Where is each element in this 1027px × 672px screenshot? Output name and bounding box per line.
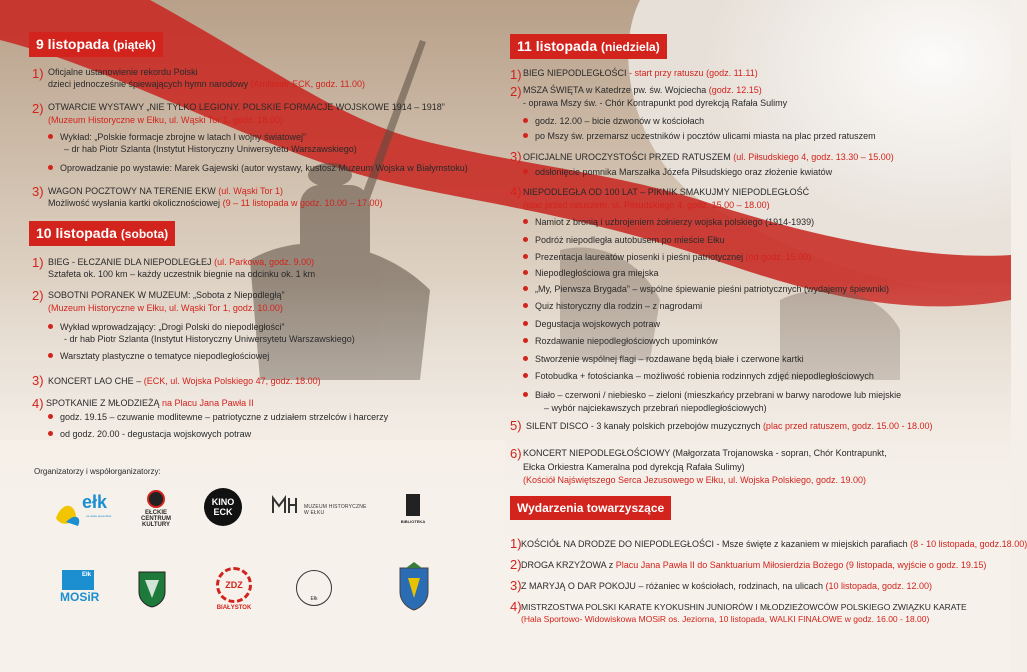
list-item: Biało – czerwoni / niebiesko – zieloni (mieszkańcy przebrani w barwy narodowe lub miejskie [523,389,901,401]
list-item: Rozdawanie niepodległościowych upominków [523,335,718,347]
biblioteka-logo: BIBLIOTEKA [396,486,430,532]
event-picnic-location: (plac przed ratuszem, ul. Piłsudskiego 4, godz. 15.00 – 18.00) [523,200,770,210]
accompanying-events-header: Wydarzenia towarzyszące [510,496,671,520]
list-item: Namiot z bronią i uzbrojeniem żołnierzy wojska polskiego (1914-1939) [523,216,814,228]
organizers-label: Organizatorzy i współorganizatorzy: [34,467,161,476]
item-number: 4) [32,396,44,411]
item-number: 2) [510,84,522,99]
list-item: Wykład wprowadzający: „Drogi Polski do niepodległości” [48,321,285,333]
list-item: Degustacja wojskowych potraw [523,318,660,330]
event-concert-laoche: KONCERT LAO CHE – (ECK, ul. Wojska Polskiego 47, godz. 18.00) [48,376,321,386]
mosir-logo: Ełk MOSiR [60,572,100,604]
item-number: 1) [32,66,44,81]
event-ceremony-title: OFICJALNE UROCZYSTOŚCI PRZED RATUSZEM (ul. Piłsudskiego 4, godz. 13.30 – 15.00) [523,152,894,162]
item-number: 3) [510,149,522,164]
kino-eck-logo: KINO ECK [204,488,242,526]
event-concert-title: KONCERT NIEPODLEGŁOŚCIOWY (Małgorzata Trojanowska - sopran, Chór Kontrapunkt, [523,448,887,458]
event-concert-location: (Kościół Najświętszego Serca Jezusowego w Ełku, ul. Wojska Polskiego, godz. 19.00) [523,475,866,485]
item-number: 2) [510,557,522,572]
list-item: Podróż niepodległa autobusem po mieście Ełku [523,234,725,246]
day-header-saturday: 10 listopada (sobota) [29,221,175,246]
list-item-sub: – wybór najciekawszych przebrań niepodległościowych) [544,403,767,413]
event-mass-title: MSZA ŚWIĘTA w Katedrze pw. św. Wojciecha (godz. 12.15) [523,85,762,95]
event-mass-detail: - oprawa Mszy św. - Chór Kontrapunkt pod dyrekcją Rafała Sulimy [523,98,788,108]
list-item: godz. 12.00 – bicie dzwonów w kościołach [523,115,704,127]
list-item: „My, Pierwsza Brygada” – wspólne śpiewanie pieśni patriotycznych (wydajemy śpiewniki) [523,283,889,295]
item-number: 3) [32,373,44,388]
list-item: odsłonięcie pomnika Marszałka Józefa Piłsudskiego oraz złożenie kwiatów [523,166,832,178]
event-way-of-cross: DROGA KRZYŻOWA z Placu Jana Pawła II do Sanktuarium Miłosierdzia Bożego (9 listopada, wyjście o godz. 19.15) [521,560,987,570]
list-item: Wykład: „Polskie formacje zbrojne w latach I wojny światowej” [48,131,306,143]
event-record-line2: dzieci jednocześnie śpiewających hymn narodowy (Amfiteatr ECK, godz. 11.00) [48,79,366,89]
event-record-line1: Oficjalne ustanowienie rekordu Polski [48,67,198,77]
event-church-masses: KOŚCIÓŁ NA DRODZE DO NIEPODLEGŁOŚCI - Msze święte z kazaniem w miejskich parafiach (8 - 10 listopada, godz.18.00) [521,539,1027,549]
event-run-title: BIEG - EŁCZANIE DLA NIEPODLEGŁEJ (ul. Parkowa, godz. 9.00) [48,257,315,267]
list-item-sub: – dr hab Piotr Szlanta (Instytut Historyczny Uniwersytetu Warszawskiego) [64,144,357,154]
item-number: 1) [510,536,522,551]
zdz-bialystok-logo: ZDZ BIAŁYSTOK [210,566,258,612]
list-item: Stworzenie wspólnej flagi – rozdawane będą białe i czerwone kartki [523,353,804,365]
elk-city-logo: ełk na wiele sposobów [52,488,112,530]
list-item: godz. 19.15 – czuwanie modlitewne – patriotyczne z udziałem strzelców i harcerzy [48,411,388,423]
elk-coat-of-arms [137,568,167,608]
item-number: 4) [510,599,522,614]
item-number: 1) [32,255,44,270]
item-number: 4) [510,184,522,199]
list-item: Niepodległościowa gra miejska [523,267,659,279]
list-item: Prezentacja laureatów piosenki i pieśni patriotycznej (od godz. 15.00) [523,251,811,263]
event-museum-location: (Muzeum Historyczne w Ełku, ul. Wąski Tor 1, godz. 10.00) [48,303,283,313]
muzeum-historyczne-logo: MUZEUM HISTORYCZNE W EŁKU [272,496,372,520]
list-item: Fotobudka + fotościanka – możliwość robienia rodzinnych zdjęć niepodległościowych [523,370,874,382]
item-number: 3) [32,184,44,199]
day-header-sunday: 11 listopada (niedziela) [510,34,667,59]
event-independence-run: BIEG NIEPODLEGŁOŚCI - start przy ratuszu (godz. 11.11) [523,68,758,78]
event-museum-title: SOBOTNI PORANEK W MUZEUM: „Sobota z Niepodległą” [48,290,285,300]
item-number: 3) [510,578,522,593]
event-wagon-title: WAGON POCZTOWY NA TERENIE EKW (ul. Wąski Tor 1) [48,186,284,196]
item-number: 2) [32,101,44,116]
list-item-sub: - dr hab Piotr Szlanta (Instytut Historyczny Uniwersytetu Warszawskiego) [64,334,355,344]
item-number: 2) [32,288,44,303]
event-youth-title: SPOTKANIE Z MŁODZIEŻĄ na Placu Jana Pawła II [46,398,254,408]
list-item: od godz. 20.00 - degustacja wojskowych potraw [48,428,251,440]
event-exhibition-location: (Muzeum Historyczne w Ełku, ul. Wąski Tor 1, godz. 18.00) [48,115,283,125]
diocese-coat-of-arms [392,562,436,612]
event-karate-location: (Hala Sportowo- Widowiskowa MOSiR os. Jeziorna, 10 listopada, WALKI FINAŁOWE w godz. 16.00 - 18.00) [521,614,930,624]
item-number: 6) [510,446,522,461]
list-item: Oprowadzanie po wystawie: Marek Gajewski (autor wystawy, kustosz Muzeum Wojska w Białymstoku) [48,162,468,174]
item-number: 1) [510,67,522,82]
event-exhibition-title: OTWARCIE WYSTAWY „NIE TYLKO LEGIONY. POLSKIE FORMACJE WOJSKOWE 1914 – 1918” [48,102,445,112]
event-picnic-title: NIEPODLEGŁA OD 100 LAT – PIKNIK SMAKUJMY NIEPODLEGŁOŚĆ [523,187,810,197]
item-number: 5) [510,418,522,433]
event-silent-disco: SILENT DISCO - 3 kanały polskich przebojów muzycznych (plac przed ratuszem, godz. 15.00 - 18.00) [526,421,933,431]
event-run-detail: Sztafeta ok. 100 km – każdy uczestnik biegnie na odcinku ok. 1 km [48,269,316,279]
list-item: Quiz historyczny dla rodzin – z nagrodami [523,300,702,312]
list-item: po Mszy św. przemarsz uczestników i pocztów ulicami miasta na plac przed ratuszem [523,130,876,142]
event-rosary: Z MARYJĄ O DAR POKOJU – różaniec w kościołach, rodzinach, na ulicach (10 listopada, godz. 12.00) [521,581,933,591]
event-karate-title: MISTRZOSTWA POLSKI KARATE KYOKUSHIN JUNIORÓW I MŁODZIEŻOWCÓW POLSKIEGO ZWIĄZKU KARATE [521,602,967,612]
krm-elk-logo: Ełk [294,566,334,610]
day-header-friday: 9 listopada (piątek) [29,32,163,57]
list-item: Warsztaty plastyczne o tematyce niepodległościowej [48,350,269,362]
event-concert-detail: Ełcka Orkiestra Kameralna pod dyrekcją Rafała Sulimy) [523,462,745,472]
eck-logo: EŁCKIE CENTRUM KULTURY [136,486,176,532]
event-wagon-detail: Możliwość wysłania kartki okolicznościowej (9 – 11 listopada w godz. 10.00 – 17.00) [48,198,383,208]
